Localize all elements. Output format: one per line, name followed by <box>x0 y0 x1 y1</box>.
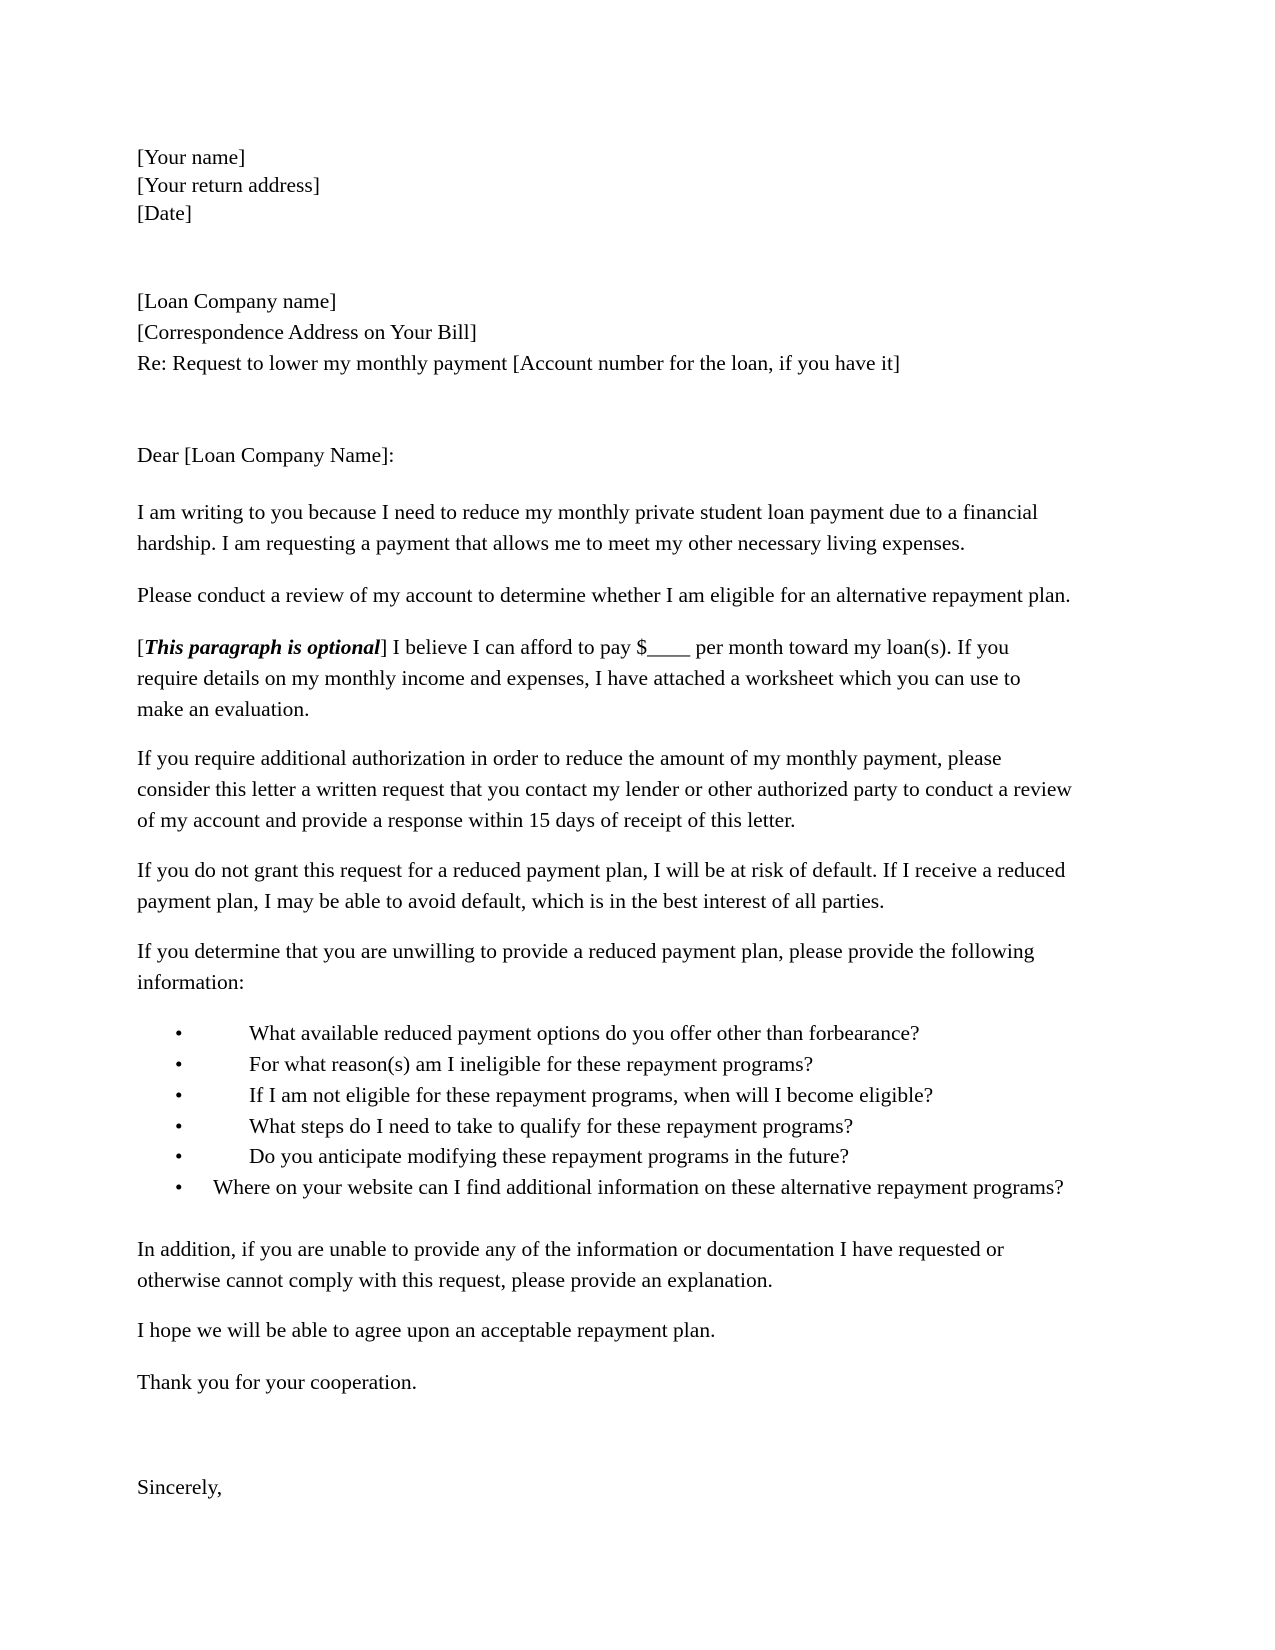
bullet-symbol: • <box>175 1021 183 1045</box>
list-item-text: Do you anticipate modifying these repayment programs in the future? <box>249 1144 850 1168</box>
paragraph-line <box>137 632 1021 663</box>
paragraph-1 <box>137 497 1038 559</box>
paragraph-line: make an evaluation. <box>137 697 310 721</box>
paragraph-line: require details on my monthly income and expenses, I have attached a worksheet which you can use to <box>137 666 1021 690</box>
list-item-text: Where on your website can I find additional information on these alternative repayment programs? <box>213 1175 1064 1199</box>
list-item-text: If I am not eligible for these repayment programs, when will I become eligible? <box>249 1083 934 1107</box>
paragraph-line: payment plan, I may be able to avoid default, which is in the best interest of all parties. <box>137 889 885 913</box>
sender-block <box>137 143 320 227</box>
paragraph-5 <box>137 855 1065 917</box>
open-bracket: [ <box>137 635 145 659</box>
bullet-symbol: • <box>175 1083 183 1107</box>
paragraph-line: If you do not grant this request for a reduced payment plan, I will be at risk of default. If I receive a reduced <box>137 858 1066 882</box>
paragraph-4 <box>137 743 1072 836</box>
paragraph-line: Thank you for your cooperation. <box>137 1370 418 1394</box>
closing: Sincerely, <box>137 1475 223 1499</box>
paragraph-line: otherwise cannot comply with this request, please provide an explanation. <box>137 1268 773 1292</box>
list-item-text: What steps do I need to take to qualify for these repayment programs? <box>249 1114 854 1138</box>
paragraph-line: I hope we will be able to agree upon an acceptable repayment plan. <box>137 1318 716 1342</box>
paragraph-line: I am writing to you because I need to reduce my monthly private student loan payment due to a financial <box>137 500 1038 524</box>
list-item-text: For what reason(s) am I ineligible for these repayment programs? <box>249 1052 814 1076</box>
paragraph-line: Please conduct a review of my account to determine whether I am eligible for an alternative repayment plan. <box>137 583 1071 607</box>
paragraph-8 <box>137 1315 715 1346</box>
paragraph-line: hardship. I am requesting a payment that allows me to meet my other necessary living expenses. <box>137 531 966 555</box>
paragraph-2 <box>137 580 1071 611</box>
paragraph-7 <box>137 1234 1004 1296</box>
recipient-block <box>137 286 900 379</box>
sender-address: [Your return address] <box>137 173 320 197</box>
paragraph-line: In addition, if you are unable to provide any of the information or documentation I have requested or <box>137 1237 1004 1261</box>
salutation: Dear [Loan Company Name]: <box>137 443 395 467</box>
paragraph-6 <box>137 936 1034 998</box>
list-item-text: What available reduced payment options do you offer other than forbearance? <box>249 1021 920 1045</box>
paragraph-line-rest: ] I believe I can afford to pay $____ per month toward my loan(s). If you <box>380 635 1010 659</box>
paragraph-3-optional <box>137 632 1021 725</box>
paragraph-9 <box>137 1367 417 1398</box>
paragraph-line: consider this letter a written request that you contact my lender or other authorized party to conduct a review <box>137 777 1072 801</box>
sender-name: [Your name] <box>137 145 246 169</box>
paragraph-line: If you determine that you are unwilling to provide a reduced payment plan, please provide the following <box>137 939 1035 963</box>
bullet-symbol: • <box>175 1052 183 1076</box>
paragraph-line: of my account and provide a response within 15 days of receipt of this letter. <box>137 808 796 832</box>
bullet-symbol: • <box>175 1175 183 1199</box>
optional-label: This paragraph is optional <box>144 635 381 659</box>
letter-date: [Date] <box>137 201 192 225</box>
subject-line: Re: Request to lower my monthly payment [Account number for the loan, if you have it] <box>137 351 901 375</box>
bullet-symbol: • <box>175 1144 183 1168</box>
paragraph-line: If you require additional authorization in order to reduce the amount of my monthly payment, please <box>137 746 1002 770</box>
recipient-company: [Loan Company name] <box>137 289 337 313</box>
bullet-symbol: • <box>175 1114 183 1138</box>
paragraph-line: information: <box>137 970 245 994</box>
recipient-address: [Correspondence Address on Your Bill] <box>137 320 477 344</box>
